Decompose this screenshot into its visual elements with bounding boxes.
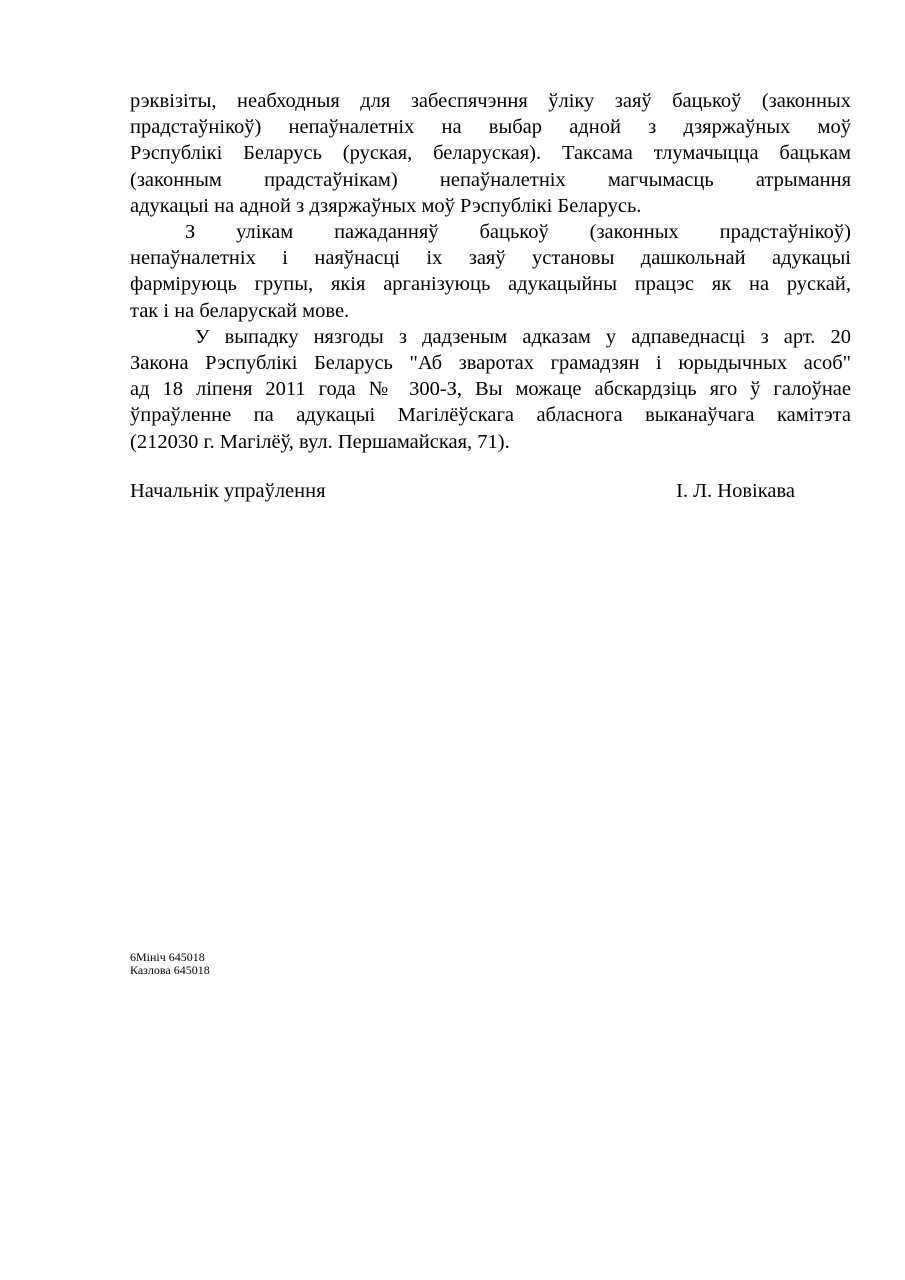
text-line: (212030 г. Магілёў, вул. Першамайская, 71). <box>130 430 510 453</box>
signatory-position: Начальнік упраўлення <box>130 480 326 502</box>
executor-line: Казлова 645018 <box>130 963 210 977</box>
executor-line: 6Мініч 645018 <box>130 950 205 964</box>
text-line: рэквізіты, неабходныя для забеспячэння ўліку заяў бацькоў (законных <box>130 90 851 112</box>
text-line: фарміруюць групы, якія арганізуюць адукацыйны працэс як на рускай, <box>130 273 851 296</box>
text-line: (законным прадстаўнікам) непаўналетніх магчымасць атрымання <box>130 168 851 191</box>
text-line: непаўналетніх і наяўнасці іх заяў установы дашкольнай адукацыі <box>130 247 851 270</box>
text-line: ўпраўленне па адукацыі Магілёўскага абласнога выканаўчага камітэта <box>130 404 851 427</box>
executor-note <box>130 951 210 977</box>
text-line: Закона Рэспублікі Беларусь "Аб зваротах грамадзян і юрыдычных асоб" <box>130 352 851 375</box>
text-line: ад 18 ліпеня 2011 года № 300-З, Вы можаце абскардзіць яго ў галоўнае <box>130 378 851 401</box>
signatory-name: І. Л. Новікава <box>676 480 795 502</box>
text-line: прадстаўнікоў) непаўналетніх на выбар адной з дзяржаўных моў <box>130 116 851 139</box>
text-line: У выпадку нязгоды з дадзеным адказам у адпаведнасці з арт. 20 <box>195 325 851 348</box>
signature-block <box>130 480 795 503</box>
text-line: так і на беларускай мове. <box>130 299 350 322</box>
text-line: адукацыі на адной з дзяржаўных моў Рэспублікі Беларусь. <box>130 194 642 217</box>
text-line: З улікам пажаданняў бацькоў (законных прадстаўнікоў) <box>185 221 851 244</box>
text-line: Рэспублікі Беларусь (руская, беларуская). Таксама тлумачыцца бацькам <box>130 142 851 165</box>
letter-body <box>130 88 851 455</box>
